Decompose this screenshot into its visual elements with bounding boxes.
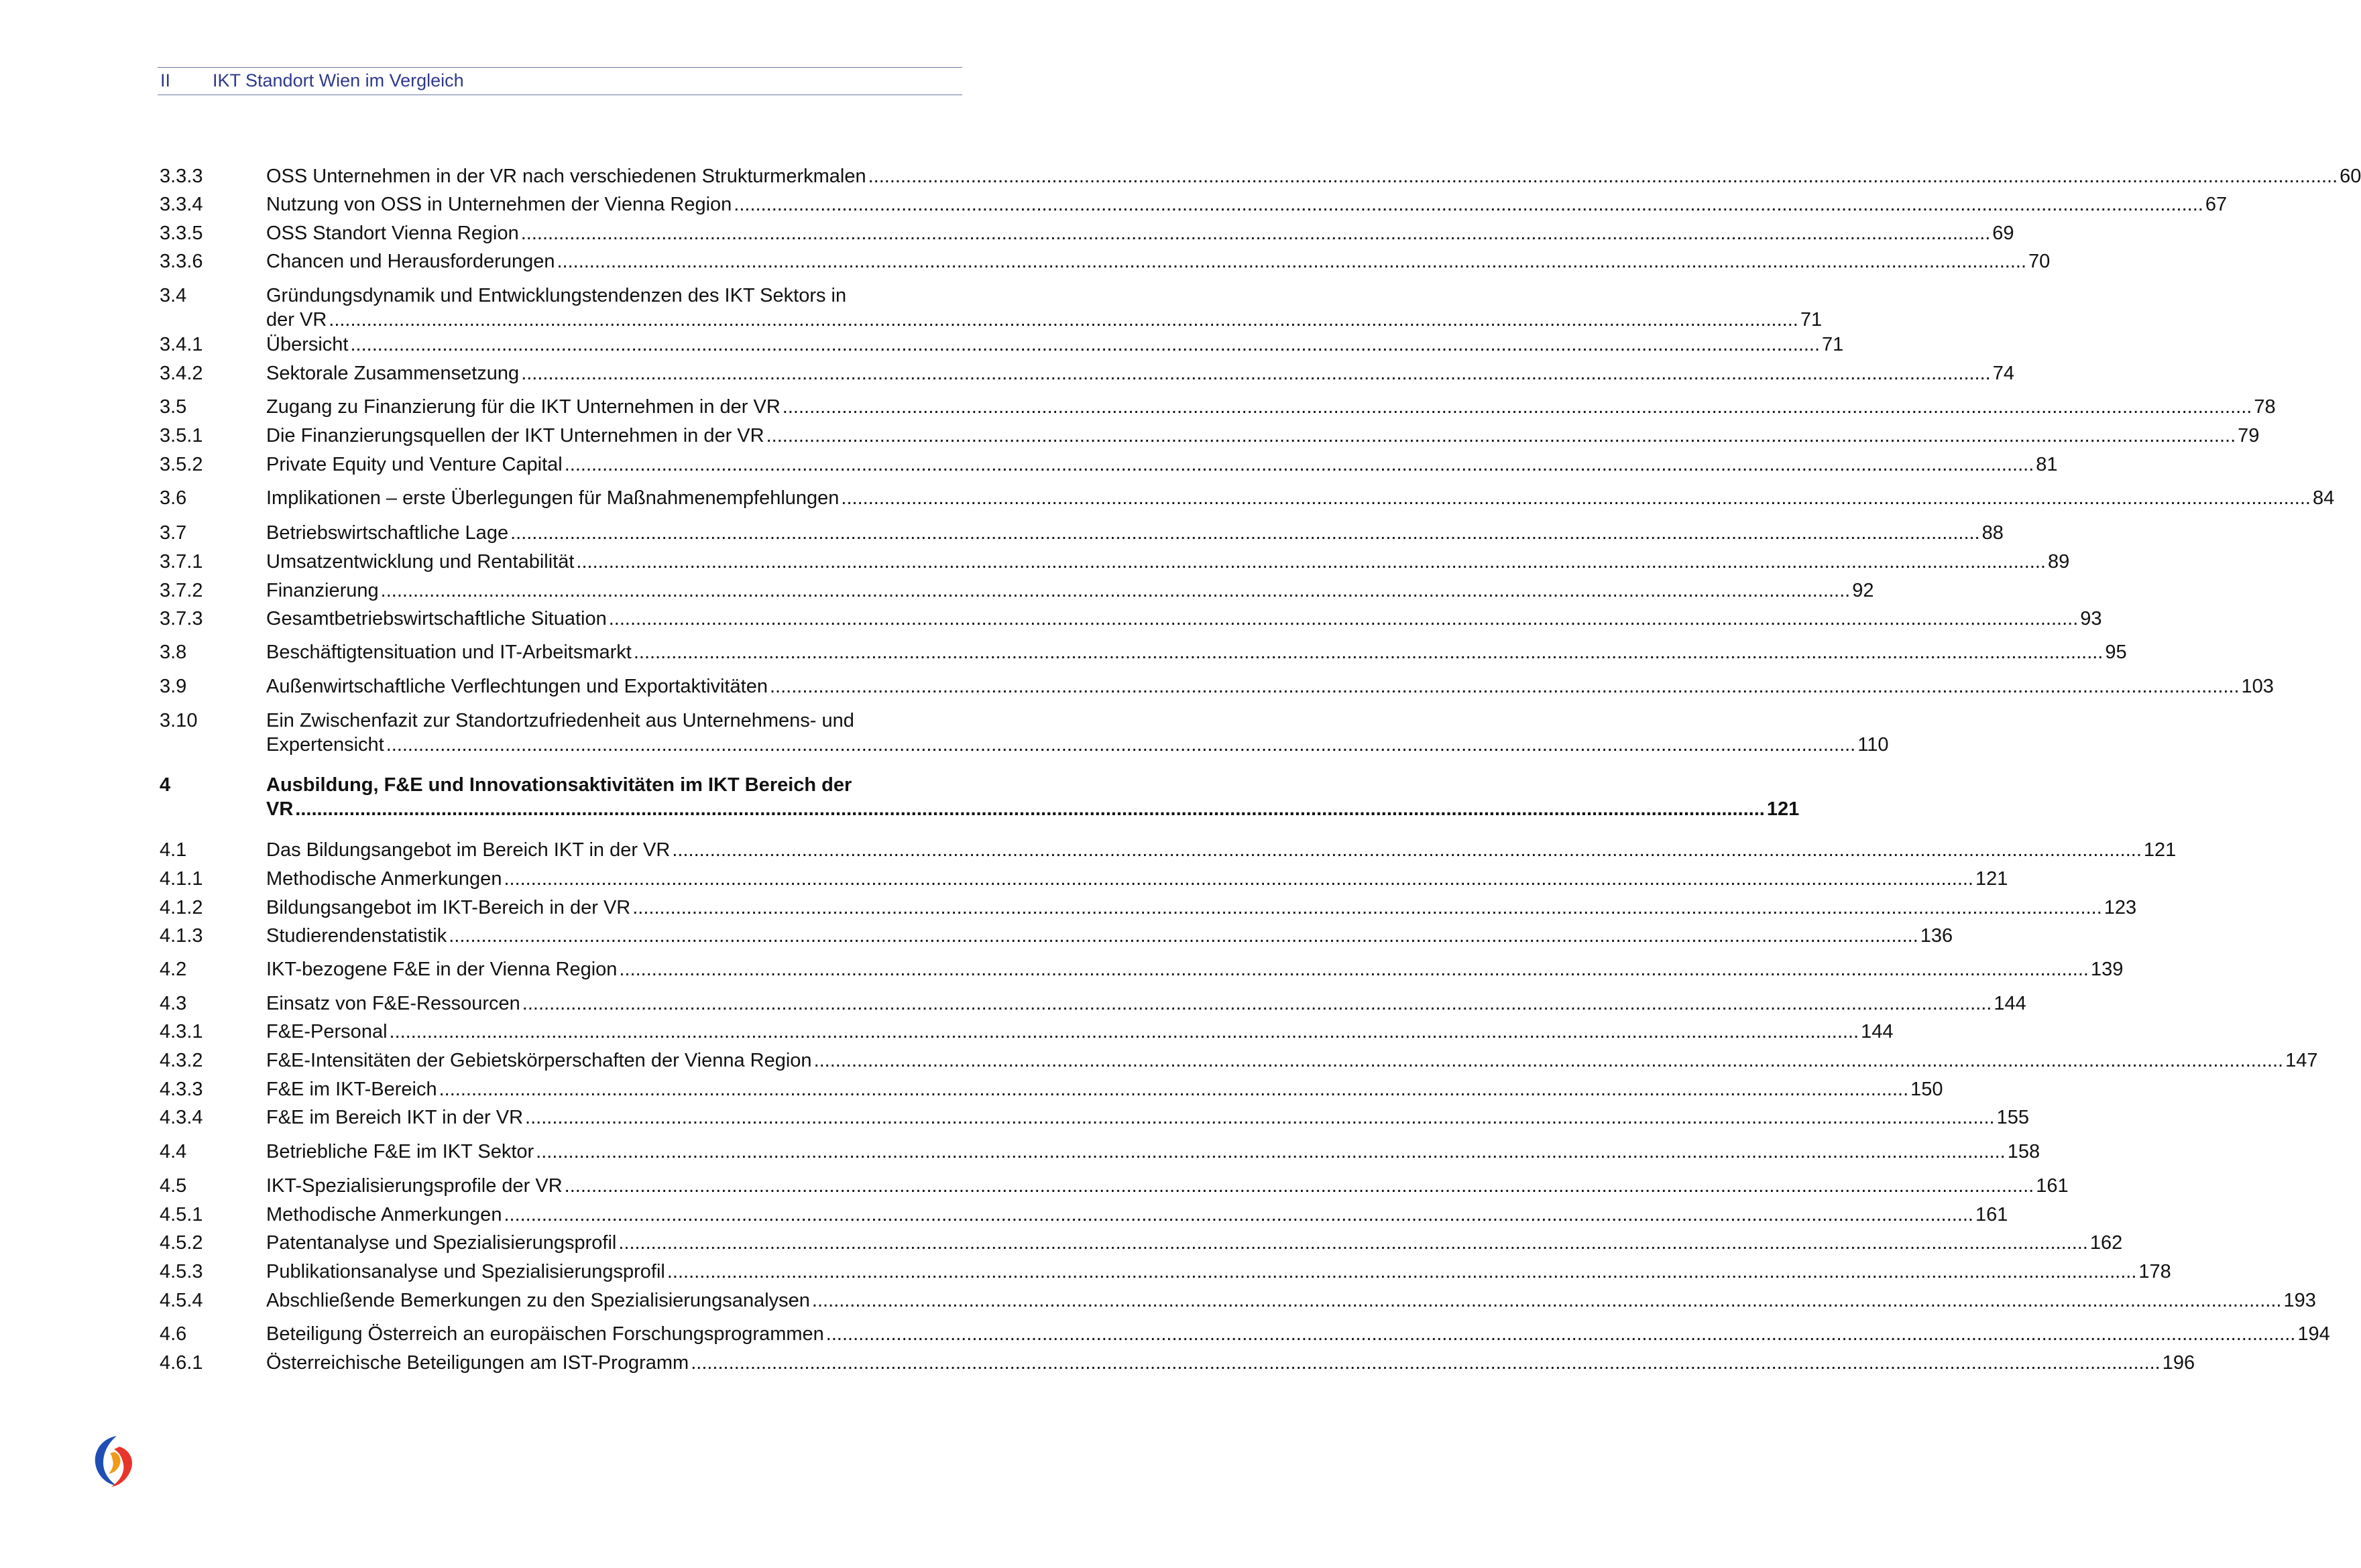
toc-entry-page: 161 (1975, 1204, 2008, 1225)
dot-leader: ................................................................................................................................................................................................................................................................................ (576, 551, 2046, 572)
toc-entry-page: 136 (1920, 925, 1953, 947)
toc-entry-page: 194 (2297, 1323, 2330, 1345)
toc-entry-page: 84 (2312, 487, 2335, 509)
toc-entry-number: 4.3.3 (160, 1079, 203, 1100)
toc-entry-title: Sektorale Zusammensetzung (266, 363, 520, 384)
toc-entry-page: 139 (2090, 959, 2124, 980)
toc-entry-page: 123 (2104, 897, 2137, 918)
toc-entry-text (266, 1203, 2008, 1227)
toc-entry-number: 4.1.2 (160, 897, 203, 918)
toc-entry-page: 147 (2285, 1050, 2318, 1071)
toc-entry-title: Umsatzentwicklung und Rentabilität (266, 551, 575, 572)
toc-entry-title: Abschließende Bemerkungen zu den Spezialisierungsanalysen (266, 1290, 810, 1311)
toc-entry-number: 4.5.2 (160, 1232, 203, 1254)
toc-entry-page: 110 (1857, 734, 1889, 756)
toc-entry-page: 71 (1822, 334, 1844, 355)
toc-entry-title: Österreichische Beteiligungen am IST-Programm (266, 1352, 689, 1374)
toc-entry-number: 4.3.1 (160, 1021, 203, 1042)
toc-entry-page: 158 (2007, 1141, 2040, 1162)
toc-entry-text (266, 1140, 2040, 1164)
toc-entry-text (266, 896, 2137, 920)
dot-leader: ................................................................................................................................................................................................................................................................................ (734, 194, 2203, 215)
toc-entry-title: Betriebswirtschaftliche Lage (266, 522, 509, 544)
toc-entry-page: 74 (1992, 363, 2014, 384)
toc-entry-title: Nutzung von OSS in Unternehmen der Vienna Region (266, 194, 732, 215)
toc-entry-number: 3.4.1 (160, 334, 203, 355)
dot-leader: ................................................................................................................................................................................................................................................................................ (557, 251, 2027, 272)
toc-entry-text (266, 1048, 2318, 1073)
toc-entry-number: 4.1.1 (160, 868, 203, 890)
toc-entry-number: 3.4.2 (160, 363, 203, 384)
toc-entry-title: Patentanalyse und Spezialisierungsprofil (266, 1232, 617, 1254)
toc-entry-text (266, 924, 1953, 948)
toc-entry-title: F&E-Personal (266, 1021, 388, 1042)
toc-entry-text (266, 957, 2124, 981)
toc-entry-page: 81 (2036, 454, 2058, 475)
toc-entry-title: Betriebliche F&E im IKT Sektor (266, 1141, 534, 1162)
toc-entry-number: 3.5.2 (160, 454, 203, 475)
toc-entry-number: 4.1 (160, 839, 187, 861)
dot-leader: ................................................................................................................................................................................................................................................................................ (769, 676, 2240, 697)
toc-entry-text (266, 395, 2276, 419)
toc-entry-text (266, 521, 2004, 545)
toc-entry-title: Zugang zu Finanzierung für die IKT Unternehmen in der VR (266, 396, 781, 418)
toc-entry-title: IKT-Spezialisierungsprofile der VR (266, 1175, 563, 1197)
toc-entry-number: 4.5.4 (160, 1290, 203, 1311)
toc-entry-text (266, 550, 2070, 574)
toc-entry-title: Implikationen – erste Überlegungen für Maßnahmenempfehlungen (266, 487, 840, 509)
toc-entry-page: 93 (2080, 608, 2102, 629)
dot-leader: ................................................................................................................................................................................................................................................................................ (295, 798, 1765, 820)
toc-entry-title: Bildungsangebot im IKT-Bereich in der VR (266, 897, 631, 918)
toc-entry-number: 4.1.3 (160, 925, 203, 947)
dot-leader: ................................................................................................................................................................................................................................................................................ (841, 487, 2311, 509)
toc-entry-number: 4.6 (160, 1323, 187, 1345)
toc-entry-title: F&E im IKT-Bereich (266, 1079, 437, 1100)
toc-entry-page: 144 (1994, 993, 2026, 1014)
header-page-number: II (160, 70, 171, 91)
toc-entry-text (266, 709, 1889, 757)
toc-entry-page: 178 (2138, 1261, 2171, 1282)
toc-entry-number: 3.3.4 (160, 194, 203, 215)
header-title: IKT Standort Wien im Vergleich (213, 70, 464, 91)
toc-entry-page: 103 (2241, 676, 2274, 697)
toc-entry-number: 4.5.3 (160, 1261, 203, 1282)
dot-leader: ................................................................................................................................................................................................................................................................................ (521, 363, 1991, 384)
dot-leader: ................................................................................................................................................................................................................................................................................ (672, 839, 2142, 861)
dot-leader: ................................................................................................................................................................................................................................................................................ (536, 1141, 2006, 1162)
toc-entry-number: 3.5 (160, 396, 187, 418)
toc-entry-text (266, 773, 1800, 821)
toc-entry-page: 150 (1910, 1079, 1943, 1100)
toc-entry-page: 121 (1975, 868, 2008, 890)
toc-entry-number: 3.3.3 (160, 166, 203, 187)
dot-leader: ................................................................................................................................................................................................................................................................................ (389, 1021, 1859, 1042)
toc-entry-number: 3.10 (160, 710, 198, 731)
toc-entry-title: F&E-Intensitäten der Gebietskörperschaften der Vienna Region (266, 1050, 812, 1071)
toc-entry-page: 121 (1766, 798, 1800, 820)
dot-leader: ................................................................................................................................................................................................................................................................................ (350, 334, 1821, 355)
toc-entry-number: 4.5.1 (160, 1204, 203, 1225)
toc-entry-number: 4.5 (160, 1175, 187, 1197)
toc-entry-title: Die Finanzierungsquellen der IKT Unternehmen in der VR (266, 425, 764, 446)
dot-leader: ................................................................................................................................................................................................................................................................................ (520, 223, 1991, 244)
toc-entry-text (266, 1174, 2069, 1198)
toc-entry-text (266, 1105, 2029, 1130)
toc-entry-number: 3.4 (160, 285, 187, 306)
toc-entry-text (266, 453, 2058, 477)
toc-entry-title: Außenwirtschaftliche Verflechtungen und Exportaktivitäten (266, 676, 768, 697)
toc-entry-number: 3.7.1 (160, 551, 203, 572)
dot-leader: ................................................................................................................................................................................................................................................................................ (632, 897, 2102, 918)
toc-entry-page: 155 (1996, 1107, 2029, 1128)
dot-leader: ................................................................................................................................................................................................................................................................................ (667, 1261, 2137, 1282)
toc-entry-title: IKT-bezogene F&E in der Vienna Region (266, 959, 618, 980)
dot-leader: ................................................................................................................................................................................................................................................................................ (439, 1079, 1909, 1100)
toc-entry-title: Methodische Anmerkungen (266, 1204, 502, 1225)
toc-entry-number: 4.6.1 (160, 1352, 203, 1374)
toc-entry-number: 3.6 (160, 487, 187, 509)
toc-entry-title: der VR (266, 309, 327, 330)
dot-leader: ................................................................................................................................................................................................................................................................................ (618, 1232, 2088, 1254)
toc-entry-text (266, 333, 1844, 357)
running-header (158, 67, 962, 95)
toc-entry-page: 71 (1800, 309, 1823, 330)
toc-entry-title: OSS Standort Vienna Region (266, 223, 519, 244)
toc-entry-title: Publikationsanalyse und Spezialisierungsprofil (266, 1261, 665, 1282)
toc-entry-title: Methodische Anmerkungen (266, 868, 502, 890)
toc-entry-number: 3.3.6 (160, 251, 203, 272)
toc-entry-title: Finanzierung (266, 580, 379, 601)
toc-entry-page: 95 (2105, 642, 2127, 663)
toc-entry-text (266, 1020, 1894, 1044)
toc-entry-number: 4.2 (160, 959, 187, 980)
toc-entry-title: Übersicht (266, 334, 349, 355)
dot-leader: ................................................................................................................................................................................................................................................................................ (504, 1204, 1973, 1225)
toc-entry-page: 162 (2089, 1232, 2123, 1254)
toc-entry-number: 3.8 (160, 642, 187, 663)
dot-leader: ................................................................................................................................................................................................................................................................................ (380, 580, 1851, 601)
toc-entry-text (266, 1351, 2195, 1375)
dot-leader: ................................................................................................................................................................................................................................................................................ (564, 1175, 2034, 1197)
toc-entry-page: 78 (2254, 396, 2276, 418)
toc-entry-page: 92 (1852, 580, 1874, 601)
toc-entry-text (266, 607, 2102, 631)
toc-entry-title: Gesamtbetriebswirtschaftliche Situation (266, 608, 607, 629)
toc-entry-number: 3.9 (160, 676, 187, 697)
toc-entry-title-line1: Ein Zwischenfazit zur Standortzufriedenheit aus Unternehmens- und (266, 710, 854, 731)
dot-leader: ................................................................................................................................................................................................................................................................................ (525, 1107, 1995, 1128)
toc-entry-number: 4.3.2 (160, 1050, 203, 1071)
dot-leader: ................................................................................................................................................................................................................................................................................ (825, 1323, 2296, 1345)
dot-leader: ................................................................................................................................................................................................................................................................................ (766, 425, 2236, 446)
dot-leader: ................................................................................................................................................................................................................................................................................ (608, 608, 2079, 629)
dot-leader: ................................................................................................................................................................................................................................................................................ (691, 1352, 2161, 1374)
toc-entry-text (266, 867, 2008, 891)
toc-entry-text (266, 424, 2260, 448)
toc-entry-number: 4 (160, 774, 171, 796)
dot-leader: ................................................................................................................................................................................................................................................................................ (564, 454, 2034, 475)
toc-entry-text (266, 164, 2361, 188)
toc-entry-text (266, 221, 2014, 245)
toc-entry-text (266, 1231, 2123, 1255)
toc-entry-text (266, 1260, 2171, 1284)
toc-entry-title: Beteiligung Österreich an europäischen Forschungsprogrammen (266, 1323, 824, 1345)
dot-leader: ................................................................................................................................................................................................................................................................................ (329, 309, 1798, 330)
dot-leader: ................................................................................................................................................................................................................................................................................ (813, 1050, 2284, 1071)
toc-entry-page: 193 (2283, 1290, 2316, 1311)
toc-entry-title: OSS Unternehmen in der VR nach verschiedenen Strukturmerkmalen (266, 166, 866, 187)
toc-entry-text (266, 1288, 2316, 1313)
toc-entry-page: 70 (2028, 251, 2051, 272)
dot-leader: ................................................................................................................................................................................................................................................................................ (633, 642, 2104, 663)
toc-entry-title: Das Bildungsangebot im Bereich IKT in der VR (266, 839, 671, 861)
toc-entry-title: Studierendenstatistik (266, 925, 447, 947)
dot-leader: ................................................................................................................................................................................................................................................................................ (504, 868, 1973, 890)
toc-entry-number: 3.7 (160, 522, 187, 544)
toc-entry-title: VR (266, 798, 294, 820)
toc-entry-title: F&E im Bereich IKT in der VR (266, 1107, 524, 1128)
toc-entry-number: 3.7.2 (160, 580, 203, 601)
toc-entry-text (266, 249, 2051, 274)
toc-entry-text (266, 486, 2335, 510)
toc-entry-title-line1: Gründungsdynamik und Entwicklungstendenzen des IKT Sektors in (266, 285, 847, 306)
toc-entry-text (266, 674, 2274, 699)
toc-entry-page: 60 (2340, 166, 2361, 187)
toc-entry-page: 67 (2205, 194, 2228, 215)
toc-entry-number: 3.5.1 (160, 425, 203, 446)
toc-entry-page: 69 (1992, 223, 2014, 244)
toc-entry-number: 4.4 (160, 1141, 187, 1162)
toc-entry-title: Beschäftigtensituation und IT-Arbeitsmarkt (266, 642, 632, 663)
toc-entry-page: 161 (2036, 1175, 2069, 1197)
toc-entry-page: 144 (1861, 1021, 1894, 1042)
toc-entry-text (266, 1322, 2330, 1346)
toc-entry-text (266, 192, 2228, 217)
toc-entry-title: Einsatz von F&E-Ressourcen (266, 993, 520, 1014)
toc-entry-text (266, 1077, 1943, 1101)
dot-leader: ................................................................................................................................................................................................................................................................................ (449, 925, 1918, 947)
toc-entry-title-line1: Ausbildung, F&E und Innovationsaktivitäten im IKT Bereich der (266, 774, 852, 796)
toc-entry-page: 89 (2047, 551, 2070, 572)
toc-entry-number: 4.3 (160, 993, 187, 1014)
toc-entry-text (266, 838, 2177, 862)
toc-entry-number: 4.3.4 (160, 1107, 203, 1128)
toc-entry-page: 196 (2162, 1352, 2195, 1374)
dot-leader: ................................................................................................................................................................................................................................................................................ (386, 734, 1856, 756)
toc-entry-text (266, 361, 2014, 385)
dot-leader: ................................................................................................................................................................................................................................................................................ (510, 522, 1980, 544)
toc-entry-text (266, 284, 1823, 332)
dot-leader: ................................................................................................................................................................................................................................................................................ (868, 166, 2338, 187)
toc-entry-page: 88 (1981, 522, 2004, 544)
toc-entry-title: Chancen und Herausforderungen (266, 251, 555, 272)
dot-leader: ................................................................................................................................................................................................................................................................................ (782, 396, 2252, 418)
toc-entry-number: 3.3.5 (160, 223, 203, 244)
publisher-logo (90, 1432, 138, 1490)
toc-entry-title: Expertensicht (266, 734, 384, 756)
dot-leader: ................................................................................................................................................................................................................................................................................ (619, 959, 2089, 980)
toc-entry-text (266, 579, 1874, 603)
dot-leader: ................................................................................................................................................................................................................................................................................ (811, 1290, 2282, 1311)
toc-entry-page: 121 (2143, 839, 2177, 861)
toc-entry-page: 79 (2238, 425, 2260, 446)
toc-entry-text (266, 640, 2127, 664)
toc-entry-number: 3.7.3 (160, 608, 203, 629)
dot-leader: ................................................................................................................................................................................................................................................................................ (522, 993, 1992, 1014)
toc-entry-text (266, 991, 2026, 1016)
toc-entry-title: Private Equity und Venture Capital (266, 454, 563, 475)
